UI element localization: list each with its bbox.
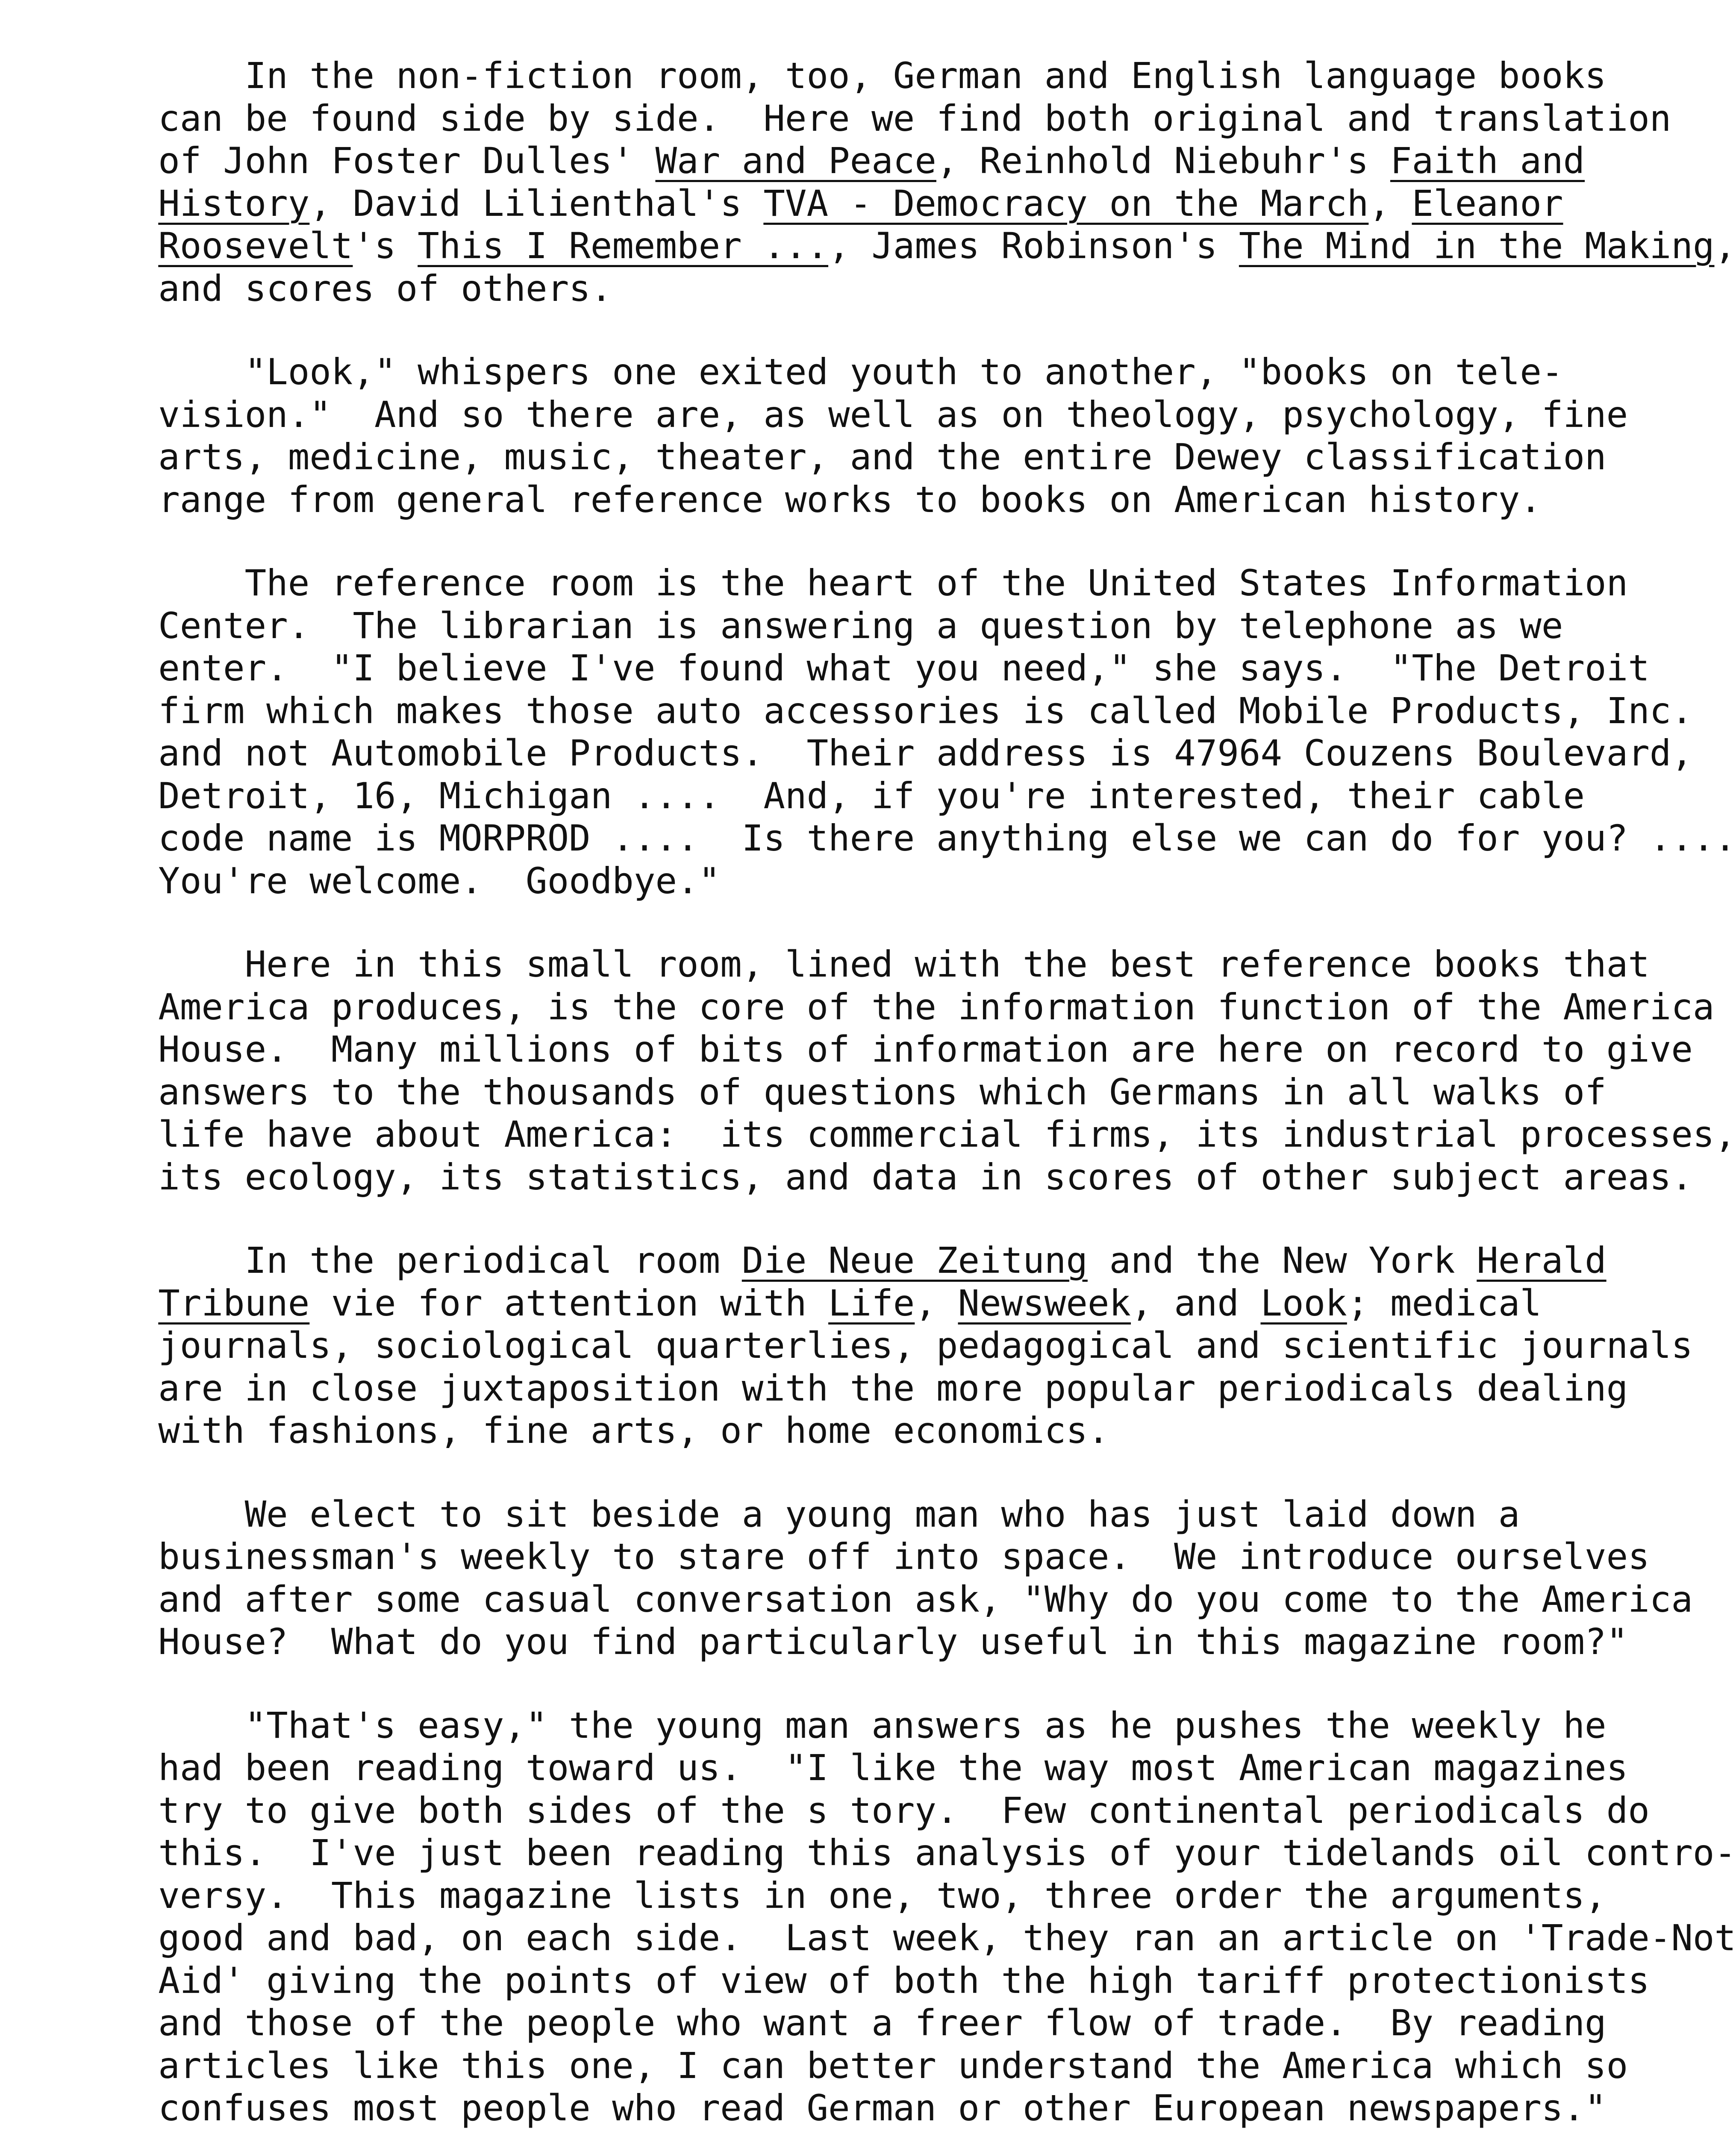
text-run: , (1368, 182, 1412, 224)
paragraph (72, 351, 1670, 521)
text-line (72, 943, 1670, 986)
text-run: its ecology, its statistics, and data in scores of other subject areas. (72, 1156, 1693, 1198)
text-run: , and (1131, 1282, 1261, 1324)
text-run: In the non-fiction room, too, German and English language books (72, 55, 1607, 97)
text-run: In the periodical room (72, 1239, 742, 1281)
text-line (72, 1493, 1670, 1536)
text-line (72, 775, 1670, 818)
text-run: House? What do you find particularly useful in this magazine room?" (72, 1621, 1628, 1663)
title-reference: Roosevelt (158, 225, 353, 267)
title-reference: TVA - Democracy on the March (763, 182, 1369, 224)
text-run: and after some casual conversation ask, "Why do you come to the America (72, 1578, 1693, 1620)
text-run: articles like this one, I can better understand the America which so (72, 2044, 1628, 2087)
text-line (72, 351, 1670, 394)
title-reference: Die Neue Zeitung (741, 1239, 1088, 1281)
text-run: "Look," whispers one exited youth to another, "books on tele- (72, 351, 1563, 393)
text-run: , (1714, 225, 1736, 267)
text-line (72, 562, 1670, 605)
text-run: confuses most people who read German or other European newspapers." (72, 2087, 1607, 2129)
text-line (72, 1367, 1670, 1410)
text-line (72, 1621, 1670, 1663)
text-run: journals, sociological quarterlies, pedagogical and scientific journals (72, 1325, 1693, 1366)
text-line (72, 182, 1670, 225)
paragraph (72, 55, 1736, 310)
text-run: , James Robinson's (828, 225, 1239, 267)
text-run: , (915, 1282, 958, 1324)
text-run: Here in this small room, lined with the best reference books that (72, 943, 1650, 985)
text-run: You're welcome. Goodbye." (72, 860, 721, 902)
text-line (72, 225, 1736, 268)
text-run: The reference room is the heart of the United States Information (72, 562, 1628, 604)
text-run: and the New York (1087, 1239, 1477, 1281)
text-line (72, 605, 1670, 648)
text-run: businessman's weekly to stare off into space. We introduce ourselves (72, 1536, 1650, 1578)
paragraph (72, 1493, 1693, 1663)
text-run: range from general reference works to books on American history. (72, 478, 1542, 521)
title-reference: Tribune (158, 1282, 310, 1324)
text-line (72, 689, 1693, 733)
text-run: versy. This magazine lists in one, two, three order the arguments, (72, 1874, 1607, 1916)
text-run: try to give both sides of the s tory. Few continental periodicals do (72, 1789, 1650, 1831)
text-run: life have about America: its commercial firms, its industrial processes, (72, 1113, 1736, 1155)
text-run: House. Many millions of bits of information are here on record to give (72, 1028, 1693, 1070)
text-line (72, 1747, 1670, 1790)
text-run: ; medical (1347, 1282, 1542, 1324)
title-reference: Newsweek (958, 1282, 1131, 1324)
title-reference: Faith and (1390, 140, 1585, 182)
title-reference: This I Remember ... (418, 225, 829, 267)
text-line (72, 817, 1736, 860)
text-run: firm which makes those auto accessories is called Mobile Products, Inc. (72, 689, 1693, 732)
title-reference: Herald (1477, 1239, 1607, 1281)
text-line (72, 2087, 1670, 2130)
text-line (72, 1071, 1670, 1114)
text-run: can be found side by side. Here we find both original and translation (72, 97, 1671, 139)
title-reference: War and Peace (655, 140, 936, 182)
text-line (72, 1960, 1670, 2002)
text-run: "That's easy," the young man answers as he pushes the weekly he (72, 1704, 1607, 1746)
paragraph (72, 1704, 1736, 2130)
paragraph (72, 1239, 1693, 1452)
text-run: enter. "I believe I've found what you need," she says. "The Detroit (72, 647, 1650, 689)
text-run: had been reading toward us. "I like the way most American magazines (72, 1747, 1628, 1789)
text-run: are in close juxtaposition with the more popular periodicals dealing (72, 1367, 1628, 1409)
text-run: answers to the thousands of questions which Germans in all walks of (72, 1071, 1607, 1113)
paragraph (72, 943, 1736, 1198)
text-run: of John Foster Dulles' (72, 140, 656, 182)
text-run: arts, medicine, music, theater, and the entire Dewey classification (72, 436, 1607, 478)
text-line (72, 1704, 1670, 1747)
text-line (72, 140, 1670, 182)
text-line (72, 1875, 1670, 1917)
text-run: 's (353, 225, 418, 267)
text-line (72, 1028, 1693, 1071)
text-run: good and bad, on each side. Last week, they ran an article on 'Trade-Not (72, 1917, 1736, 1959)
text-run (72, 225, 158, 267)
text-run: , Reinhold Niebuhr's (936, 140, 1390, 182)
text-run: and scores of others. (72, 267, 612, 309)
text-line (72, 1578, 1693, 1621)
text-run: this. I've just been reading this analysis of your tidelands oil contro- (72, 1832, 1736, 1874)
text-line (72, 1282, 1670, 1325)
text-line (72, 97, 1670, 140)
body-text (72, 55, 1736, 2137)
text-run: with fashions, fine arts, or home economics. (72, 1410, 1109, 1451)
text-run: We elect to sit beside a young man who has just laid down a (72, 1493, 1520, 1535)
text-line (72, 1239, 1670, 1282)
text-line (72, 1113, 1736, 1156)
text-line (72, 860, 1670, 903)
title-reference: Life (828, 1282, 915, 1324)
text-line (72, 647, 1670, 690)
text-run (72, 182, 158, 224)
text-run: America produces, is the core of the information function of the America (72, 986, 1715, 1028)
text-line (72, 436, 1670, 479)
title-reference: The Mind in the Making (1239, 225, 1715, 267)
text-run: Detroit, 16, Michigan .... And, if you're interested, their cable (72, 774, 1585, 817)
text-run: and those of the people who want a freer flow of trade. By reading (72, 2002, 1607, 2044)
text-line (72, 1832, 1736, 1875)
text-run: and not Automobile Products. Their address is 47964 Couzens Boulevard, (72, 732, 1693, 774)
text-run: , David Lilienthal's (309, 182, 764, 224)
text-line (72, 1325, 1693, 1367)
title-reference: Eleanor (1412, 182, 1563, 224)
text-run: vie for attention with (309, 1282, 829, 1324)
text-line (72, 1917, 1736, 1960)
text-line (72, 1790, 1670, 1832)
text-line (72, 732, 1693, 775)
text-line (72, 986, 1715, 1029)
text-line (72, 2002, 1670, 2045)
text-line (72, 1156, 1693, 1199)
text-run: code name is MORPROD .... Is there anything else we can do for you? .... (72, 817, 1736, 859)
text-line (72, 479, 1670, 521)
text-run: Aid' giving the points of view of both the high tariff protectionists (72, 1959, 1650, 2002)
paragraph (72, 562, 1736, 902)
title-reference: Look (1260, 1282, 1347, 1324)
text-run (72, 1282, 158, 1324)
text-line (72, 268, 1670, 310)
text-line (72, 55, 1670, 97)
text-run: vision." And so there are, as well as on theology, psychology, fine (72, 393, 1628, 436)
text-run: Center. The librarian is answering a question by telephone as we (72, 604, 1563, 647)
title-reference: History (158, 182, 310, 224)
text-line (72, 394, 1670, 436)
text-line (72, 1536, 1670, 1578)
text-line (72, 2045, 1670, 2087)
text-line (72, 1410, 1670, 1452)
